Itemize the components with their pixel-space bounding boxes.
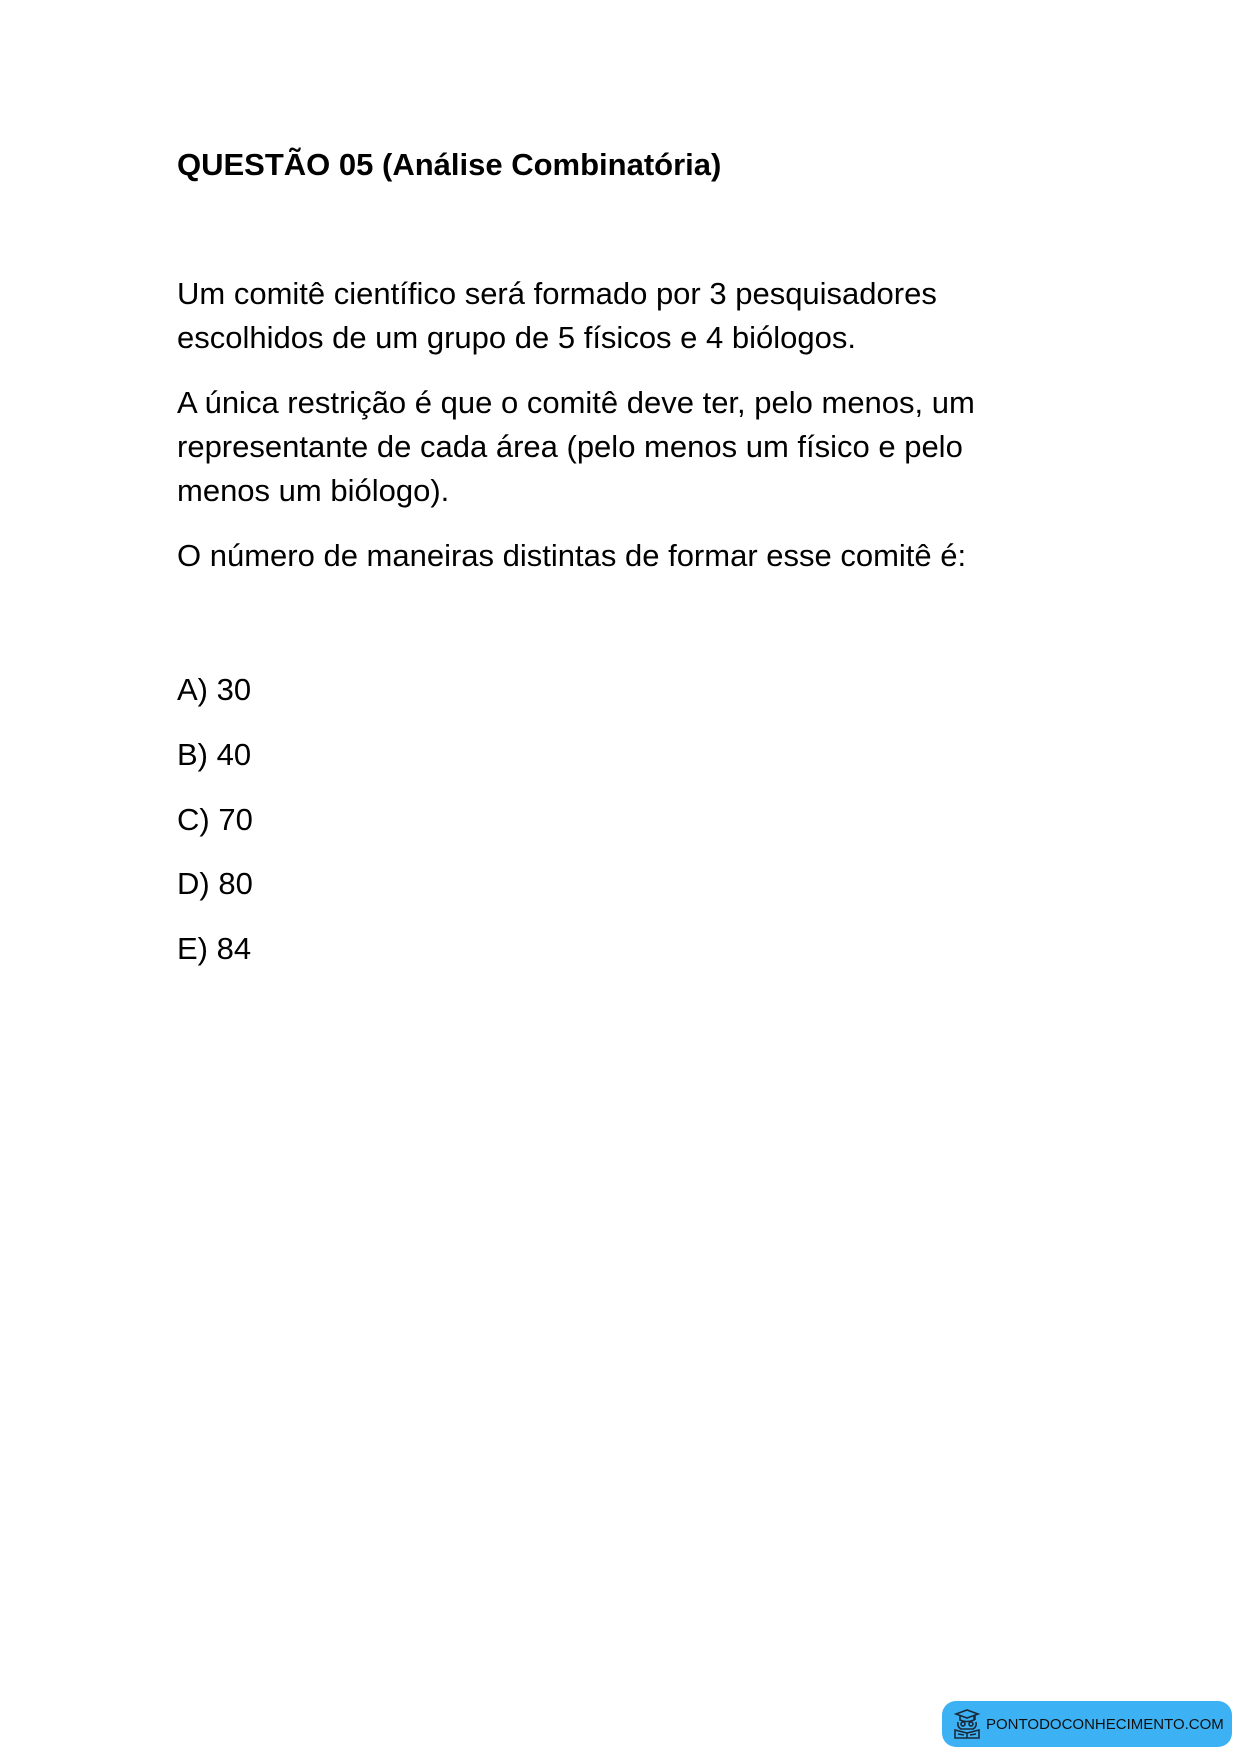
- option-e: E) 84: [177, 931, 252, 966]
- question-title: QUESTÃO 05 (Análise Combinatória): [177, 147, 722, 182]
- question-paragraph-3: [177, 534, 1077, 578]
- site-badge-label: PONTODOCONHECIMENTO.COM: [986, 1715, 1224, 1733]
- text-line: representante de cada área (pelo menos um físico e pelo: [177, 429, 963, 464]
- text-line: A única restrição é que o comitê deve ter, pelo menos, um: [177, 385, 975, 420]
- option-b: B) 40: [177, 737, 252, 772]
- text-line: O número de maneiras distintas de formar esse comitê é:: [177, 538, 967, 573]
- question-paragraph-2: [177, 381, 1077, 513]
- question-paragraph-1: [177, 272, 1077, 360]
- option-c: C) 70: [177, 802, 253, 837]
- site-badge[interactable]: [942, 1701, 1232, 1747]
- text-line: escolhidos de um grupo de 5 físicos e 4 biólogos.: [177, 320, 856, 355]
- option-a: A) 30: [177, 672, 252, 707]
- text-line: Um comitê científico será formado por 3 pesquisadores: [177, 276, 937, 311]
- graduate-reading-book-icon: [952, 1708, 982, 1740]
- option-d: D) 80: [177, 866, 253, 901]
- text-line: menos um biólogo).: [177, 473, 450, 508]
